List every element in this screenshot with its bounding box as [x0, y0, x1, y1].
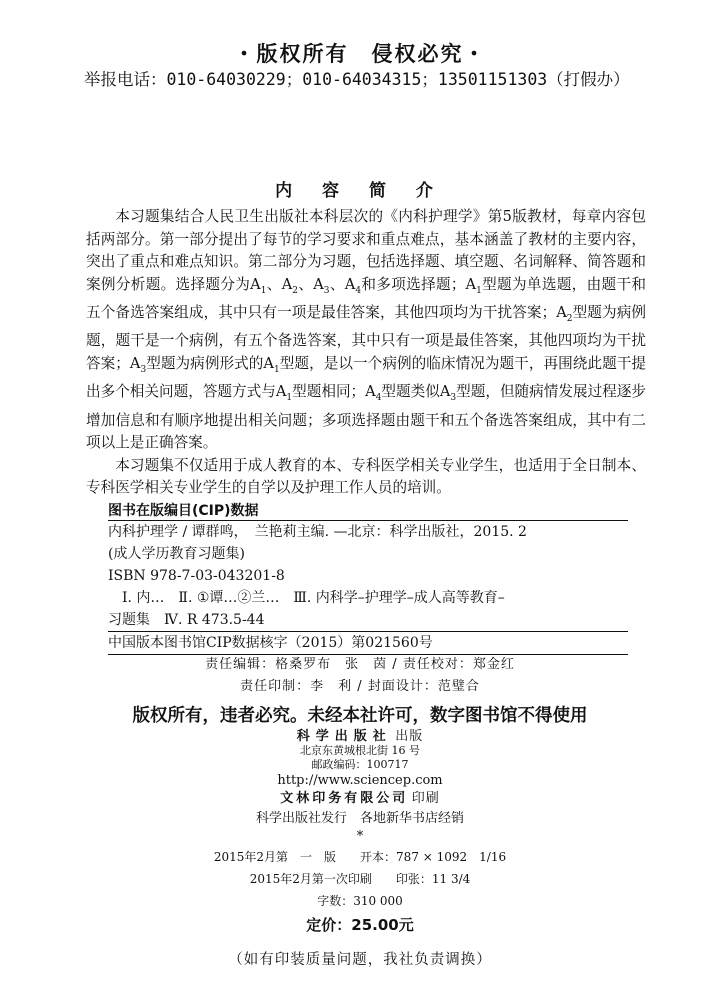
summary-text: 和多项选择题；A — [361, 275, 477, 293]
word-count-line: 字数：310 000 — [317, 894, 403, 908]
subscript: 2 — [292, 285, 298, 296]
staff-credits — [0, 654, 720, 698]
editor-credit-line: 责任编辑：格桑罗布 张 茵 / 责任校对：郑金红 — [205, 657, 515, 672]
cip-classification-line: Ⅰ. 内… Ⅱ. ①谭…②兰… Ⅲ. 内科学–护理学–成人高等教育– — [122, 590, 505, 606]
subscript: 4 — [375, 393, 382, 404]
publisher-postcode: 邮政编码：100717 — [311, 758, 409, 771]
summary-text: 、A — [266, 275, 293, 293]
print-specs — [0, 846, 720, 912]
publisher-block — [0, 730, 720, 845]
cip-isbn-line: ISBN 978-7-03-043201-8 — [108, 568, 285, 584]
summary-title: 内 容 简 介 — [275, 181, 445, 201]
summary-paragraph-1 — [86, 206, 646, 455]
cip-record-number: 中国版本图书馆CIP数据核字（2015）第021560号 — [108, 635, 433, 651]
summary-paragraph-2: 本习题集不仅适用于成人教育的本、专科医学相关专业学生，也适用于全日制本、专科医学相关专业学生的自学以及护理工作人员的培训。 — [86, 456, 646, 497]
subscript: 3 — [450, 393, 457, 404]
copyright-banner: ・版权所有 侵权必究・ — [233, 42, 487, 66]
subscript: 1 — [286, 393, 293, 404]
cip-classification-line-2: 习题集 Ⅳ. R 473.5-44 — [108, 612, 265, 628]
production-credit-line: 责任印制：李 利 / 封面设计：范璧合 — [240, 679, 480, 694]
publisher-line — [0, 730, 720, 744]
subscript: 2 — [566, 313, 573, 324]
printer-name: 文林印务有限公司 — [280, 791, 409, 806]
summary-text: 型题，是以一个病例的临床情况为题干，再围绕此题干提出多个相关问题，答题方式与A — [86, 354, 646, 401]
rights-warning: 版权所有，违者必究。未经本社许可，数字图书馆不得使用 — [132, 706, 588, 726]
summary-text: 型题为病例形式的A — [146, 354, 274, 372]
summary-text: 型题类似A — [381, 383, 451, 401]
summary-text: 型题，但随病情发展过程逐步增加信息和有顺序地提出相关问题；多项选择题由题干和五个备选答案组成，其中有二项以上是正确答案。 — [86, 383, 646, 452]
subscript: 3 — [323, 285, 330, 296]
subscript: 4 — [355, 285, 362, 296]
cip-heading: 图书在版编目(CIP)数据 — [108, 503, 259, 519]
subscript: 1 — [476, 285, 482, 296]
subscript: 3 — [140, 364, 147, 375]
summary-body — [86, 206, 646, 500]
quality-note: （如有印装质量问题，我社负责调换） — [228, 952, 492, 968]
summary-text: 型题相同；A — [292, 383, 376, 401]
price: 定价：25.00元 — [306, 916, 414, 934]
summary-text: 、A — [329, 275, 356, 293]
edition-line: 2015年2月第 一 版 开本：787 × 1092 1/16 — [213, 850, 507, 864]
publish-action: 出版 — [395, 729, 424, 744]
print-action: 印刷 — [411, 791, 440, 806]
cip-series-line: (成人学历教育习题集) — [108, 546, 245, 562]
subscript: 1 — [260, 285, 267, 296]
cip-title-line: 内科护理学 / 谭群鸣， 兰艳莉主编. —北京：科学出版社，2015. 2 — [108, 524, 527, 540]
publisher-name: 科学出版社 — [296, 729, 392, 744]
summary-text: 、A — [297, 275, 324, 293]
separator-star: * — [356, 829, 364, 844]
summary-text: 型题为单选题，由题干和五个备选答案组成，其中只有一项是最佳答案，其他四项均为干扰答案；A — [86, 275, 646, 321]
subscript: 1 — [273, 364, 280, 375]
cip-data-block — [108, 500, 628, 655]
publisher-address: 北京东黄城根北街 16 号 — [300, 744, 420, 757]
publisher-website: http://www.sciencep.com — [277, 773, 443, 788]
printer-line — [0, 789, 720, 809]
distribution-line: 科学出版社发行 各地新华书店经销 — [255, 811, 464, 826]
summary-text: 本习题集结合人民卫生出版社本科层次的《内科护理学》第5版教材，每章内容包括两部分。第一部分提出了每节的学习要求和重点难点，基本涵盖了教材的主要内容，突出了重点和难点知识。第二部分为习题，包括选择题、填空题、名词解释、简答题和案例分析题。选择题分为A — [86, 208, 646, 293]
printing-line: 2015年2月第一次印刷 印张：11 3/4 — [249, 872, 471, 886]
report-hotline: 举报电话：010-64030229；010-64034315；13501151303（打假办） — [84, 70, 630, 89]
summary-text: 型题为病例题，题干是一个病例，有五个备选答案，其中只有一项是最佳答案，其他四项均为干扰答案；A — [86, 303, 646, 372]
